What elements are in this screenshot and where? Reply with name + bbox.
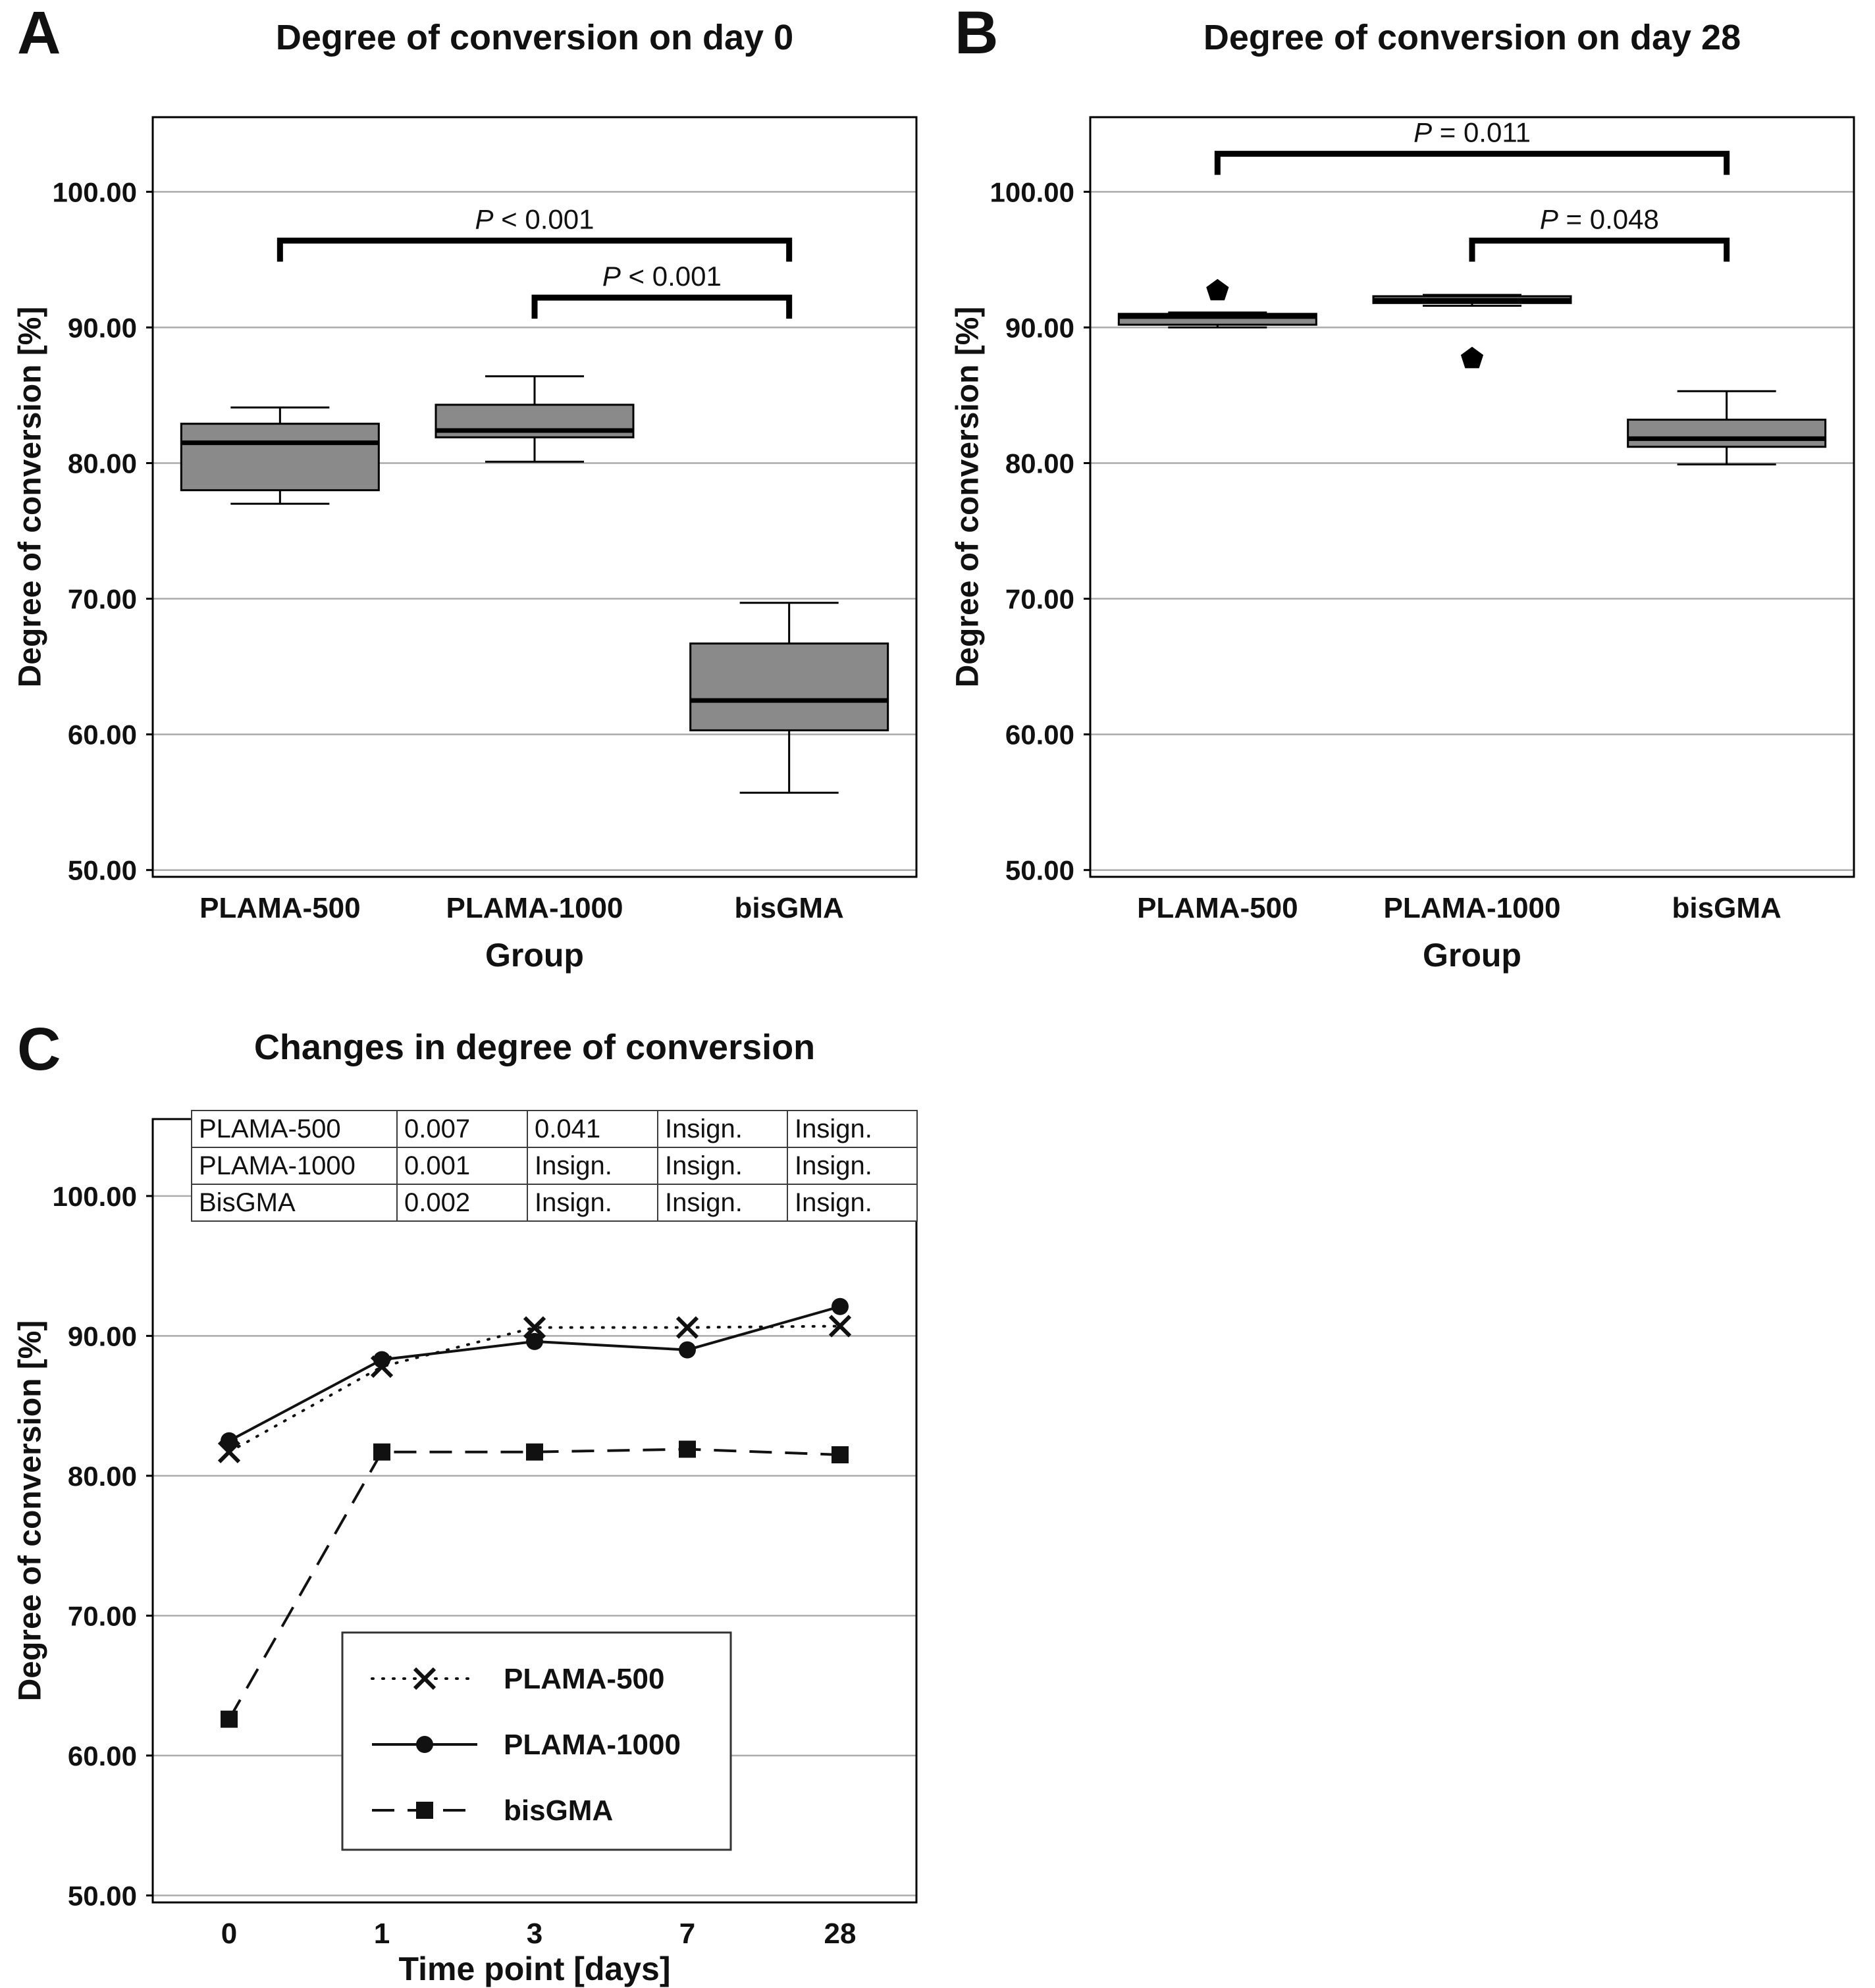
stats-table-cell: Insign. — [658, 1184, 787, 1221]
svg-text:100.00: 100.00 — [52, 176, 137, 208]
stats-table-cell: BisGMA — [192, 1184, 397, 1221]
panel-a-title: Degree of conversion on day 0 — [275, 18, 794, 57]
panel-a-letter: A — [17, 0, 61, 66]
stats-table-cell: 0.007 — [397, 1111, 527, 1147]
panel-c-y-axis-label: Degree of conversion [%] — [13, 1320, 48, 1702]
stats-table-row — [192, 1147, 917, 1184]
stats-table-cell: Insign. — [527, 1147, 658, 1184]
panel-a-y-axis-label: Degree of conversion [%] — [13, 306, 48, 688]
panel-c-x-axis-label: Time point [days] — [398, 1950, 671, 1987]
svg-text:P < 0.001: P < 0.001 — [602, 261, 722, 292]
panel-a-x-axis-label: Group — [485, 937, 584, 974]
svg-text:50.00: 50.00 — [67, 1880, 137, 1912]
stats-table-cell: Insign. — [658, 1111, 787, 1147]
stats-table-cell: 0.001 — [397, 1147, 527, 1184]
svg-text:70.00: 70.00 — [1005, 583, 1074, 615]
svg-text:bisGMA: bisGMA — [734, 892, 844, 924]
svg-text:28: 28 — [824, 1918, 857, 1950]
svg-text:50.00: 50.00 — [67, 854, 137, 886]
svg-text:0: 0 — [221, 1918, 238, 1950]
svg-text:90.00: 90.00 — [67, 1321, 137, 1352]
svg-text:PLAMA-1000: PLAMA-1000 — [446, 892, 623, 924]
stats-table-row — [192, 1111, 917, 1147]
panel-c — [0, 994, 988, 1988]
stats-table-cell: Insign. — [527, 1184, 658, 1221]
panel-b-x-axis-label: Group — [1423, 937, 1521, 974]
svg-text:PLAMA-500: PLAMA-500 — [1137, 892, 1298, 924]
svg-text:100.00: 100.00 — [52, 1180, 137, 1212]
svg-text:bisGMA: bisGMA — [1672, 892, 1782, 924]
svg-text:1: 1 — [373, 1918, 390, 1950]
svg-text:80.00: 80.00 — [67, 1460, 137, 1492]
panel-c-letter: C — [17, 1016, 61, 1083]
svg-text:PLAMA-500: PLAMA-500 — [199, 892, 361, 924]
pairwise-significance-table — [191, 1110, 918, 1222]
svg-text:P = 0.048: P = 0.048 — [1539, 203, 1659, 235]
panel-b-y-axis-label: Degree of conversion [%] — [950, 306, 986, 688]
svg-text:70.00: 70.00 — [67, 583, 137, 615]
svg-text:50.00: 50.00 — [1005, 854, 1074, 886]
svg-text:P = 0.011: P = 0.011 — [1413, 117, 1531, 148]
svg-text:3: 3 — [526, 1918, 543, 1950]
svg-text:90.00: 90.00 — [67, 312, 137, 344]
stats-table-cell: Insign. — [787, 1147, 917, 1184]
svg-text:7: 7 — [679, 1918, 696, 1950]
svg-text:100.00: 100.00 — [990, 176, 1074, 208]
svg-text:PLAMA-1000: PLAMA-1000 — [1383, 892, 1561, 924]
svg-text:bisGMA: bisGMA — [504, 1794, 614, 1827]
svg-text:PLAMA-500: PLAMA-500 — [504, 1663, 665, 1695]
panel-c-title: Changes in degree of conversion — [253, 1028, 816, 1067]
panel-b-boxplot-chart — [938, 0, 1875, 991]
stats-table-row — [192, 1184, 917, 1221]
stats-table-cell: Insign. — [658, 1147, 787, 1184]
panel-a-boxplot-chart — [0, 0, 938, 991]
stats-table-cell: 0.041 — [527, 1111, 658, 1147]
stats-table-cell: Insign. — [787, 1111, 917, 1147]
svg-text:80.00: 80.00 — [67, 448, 137, 479]
svg-text:P < 0.001: P < 0.001 — [475, 203, 594, 235]
stats-table-cell: 0.002 — [397, 1184, 527, 1221]
stats-table-cell: Insign. — [787, 1184, 917, 1221]
svg-text:80.00: 80.00 — [1005, 448, 1074, 479]
stats-table-cell: PLAMA-1000 — [192, 1147, 397, 1184]
panel-b — [938, 0, 1875, 991]
panel-b-title: Degree of conversion on day 28 — [1203, 18, 1741, 57]
svg-text:60.00: 60.00 — [67, 1740, 137, 1771]
svg-text:70.00: 70.00 — [67, 1600, 137, 1632]
stats-table-cell: PLAMA-500 — [192, 1111, 397, 1147]
panel-b-letter: B — [955, 0, 999, 66]
svg-text:60.00: 60.00 — [67, 719, 137, 750]
panel-a — [0, 0, 938, 991]
svg-text:PLAMA-1000: PLAMA-1000 — [504, 1729, 681, 1761]
svg-text:90.00: 90.00 — [1005, 312, 1074, 344]
svg-text:60.00: 60.00 — [1005, 719, 1074, 750]
